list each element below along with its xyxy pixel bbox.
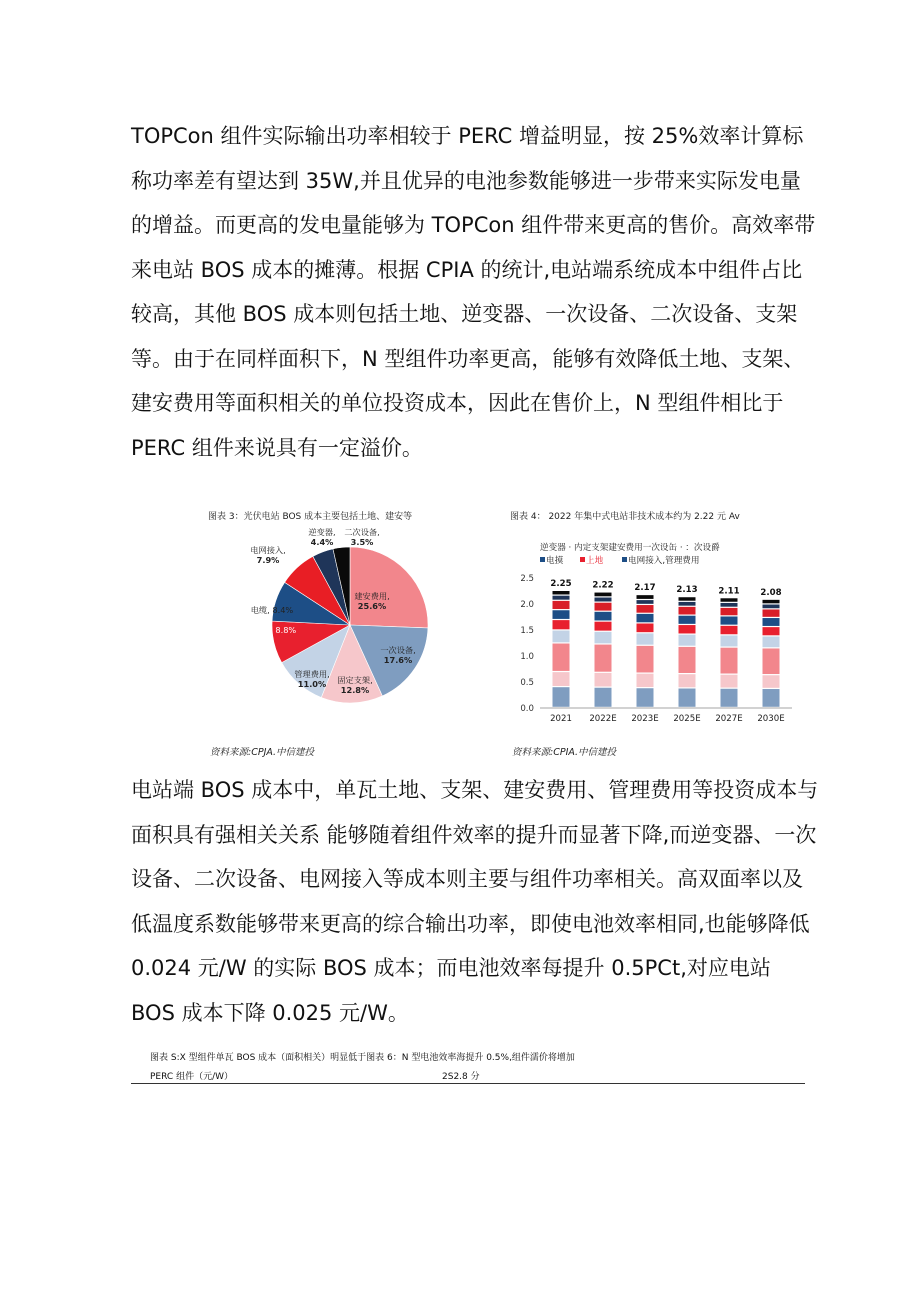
legend-label: 上地 — [586, 556, 604, 566]
bar-segment — [637, 595, 654, 599]
legend-line-1: 逆变器 · 内定支架建安费用一次设缶 · ：次设爵 — [540, 543, 720, 553]
pie-value-label: 25.6% — [357, 601, 387, 611]
bar-segment — [763, 605, 780, 609]
bar-segment — [679, 647, 696, 673]
pie-label: 一次设备, — [380, 645, 416, 655]
bar-segment — [679, 635, 696, 646]
bar-segment — [595, 598, 612, 602]
bar-segment — [637, 614, 654, 622]
figure-3-source: 资料来源:CPJA.中信建投 — [210, 747, 315, 758]
bar-total-label: 2.13 — [676, 585, 698, 596]
bar-segment — [721, 689, 738, 707]
pie-label: 二次设备, — [344, 527, 380, 537]
bar-segment — [595, 593, 612, 597]
bar-segment — [595, 603, 612, 611]
bar-segment — [553, 672, 570, 686]
bar-segment — [763, 600, 780, 603]
y-tick-label: 1.5 — [520, 626, 534, 636]
bar-segment — [763, 618, 780, 626]
bar-segment — [679, 602, 696, 606]
x-tick-label: 2021 — [550, 714, 572, 724]
bar-segment — [553, 620, 570, 629]
legend-label: 电摸 — [546, 556, 564, 566]
bar-segment — [763, 689, 780, 707]
bar-segment — [637, 646, 654, 673]
pie-value-label: 17.6% — [383, 655, 413, 665]
legend-label: 电网接入,管理费用 — [628, 556, 700, 566]
bar-total-label: 2.25 — [550, 579, 572, 589]
pie-slice — [350, 547, 428, 628]
bar-segment — [721, 603, 738, 607]
bar-total-label: 2.17 — [634, 583, 656, 594]
bar-segment — [679, 625, 696, 633]
y-tick-label: 0.5 — [520, 678, 534, 688]
bar-segment — [595, 612, 612, 621]
pie-value-label: 7.9% — [256, 555, 280, 565]
bar-segment — [721, 616, 738, 624]
bar-segment — [763, 627, 780, 635]
bar-segment — [553, 596, 570, 600]
x-tick-label: 2025E — [673, 714, 701, 724]
bar-segment — [679, 607, 696, 615]
bar-segment — [637, 633, 654, 644]
bar-segment — [721, 635, 738, 646]
bar-segment — [553, 591, 570, 594]
x-tick-label: 2030E — [757, 714, 785, 724]
pie-label: 电缆, 8.4% — [250, 605, 294, 615]
pie-label: 土地, 8.8% — [253, 625, 297, 635]
pie-value-label: 12.8% — [340, 685, 370, 695]
bar-segment — [637, 674, 654, 687]
pie-label: 管理费用, — [294, 669, 330, 679]
bar-segment — [595, 622, 612, 631]
bar-segment — [763, 675, 780, 688]
bar-segment — [721, 608, 738, 615]
bar-segment — [763, 648, 780, 674]
bar-segment — [679, 674, 696, 687]
y-tick-label: 1.0 — [520, 652, 534, 662]
bar-segment — [721, 598, 738, 601]
bar-segment — [553, 631, 570, 643]
figure-4-source: 资料来源:CPIA.中信建投 — [512, 747, 617, 758]
perc-value: 2S2.8 分 — [442, 1072, 480, 1082]
non-tech-cost-bar-chart — [500, 530, 800, 730]
bar-total-label: 2.11 — [718, 586, 740, 597]
x-tick-label: 2023E — [631, 714, 659, 724]
y-tick-label: 0.0 — [520, 704, 534, 714]
bar-segment — [679, 616, 696, 624]
y-tick-label: 2.0 — [520, 600, 534, 610]
bar-segment — [595, 688, 612, 707]
figure-5-6-caption: 图表 S:X 型组件单瓦 BOS 成本（面积相关）明显低于图表 6：N 型电池效率海提升 0.5%,组件濡价将增加 — [150, 1053, 575, 1063]
y-tick-label: 2.5 — [520, 574, 534, 584]
bar-segment — [553, 610, 570, 619]
bar-segment — [595, 673, 612, 687]
legend-swatch — [580, 557, 585, 562]
bar-segment — [721, 626, 738, 634]
legend-swatch — [540, 557, 545, 562]
figure-3-caption: 图表 3：光伏电站 BOS 成本主要包括土地、建安等 — [208, 512, 413, 522]
pie-label: 电网接入, — [250, 545, 286, 555]
bos-cost-pie-chart — [250, 525, 450, 715]
bar-total-label: 2.08 — [760, 587, 782, 598]
pie-value-label: 3.5% — [350, 537, 374, 547]
divider-line — [131, 1083, 805, 1084]
pie-label: 逆变器, — [308, 527, 336, 537]
pie-value-label: 4.4% — [310, 537, 334, 547]
pie-value-label: 11.0% — [297, 679, 327, 689]
bar-segment — [721, 675, 738, 688]
bar-segment — [637, 600, 654, 604]
x-tick-label: 2027E — [715, 714, 743, 724]
bar-segment — [763, 637, 780, 648]
x-tick-label: 2022E — [589, 714, 617, 724]
bar-segment — [553, 601, 570, 609]
bar-segment — [553, 687, 570, 707]
body-paragraph-1: TOPCon 组件实际输出功率相较于 PERC 增益明显，按 25%效率计算标称功率差有望达到 35W,并且优异的电池参数能够进一步带来实际发电量的增益。而更高的发电量能够为 TOPCon 组件带来更高的售价。高效率带来电站 BOS 成本的摊薄。根据 CPIA 的统计,电站端系统成本中组件占比较高，其他 BOS 成本则包括土地、逆变器、一次设备、二次设备、支架等。由于在同样面积下，N 型组件功率更高，能够有效降低土地、支架、建安费用等面积相关的单位投资成本，因此在售价上，N 型组件相比于 PERC 组件来说具有一定溢价。 — [131, 124, 816, 460]
bar-segment — [679, 597, 696, 600]
bar-segment — [679, 689, 696, 707]
bar-segment — [595, 645, 612, 672]
body-paragraph-2: 电站端 BOS 成本中，单瓦土地、支架、建安费用、管理费用等投资成本与面积具有强相关关系 能够随着组件效率的提升而显著下降,而逆变器、一次设备、二次设备、电网接入等成本则主要与组件功率相关。高双面率以及低温度系数能够带来更高的综合输出功率，即使电池效率相同,也能够降低 0.024 元/W 的实际 BOS 成本；而电池效率每提升 0.5PCt,对应电站 BOS 成本下降 0.025 元/W。 — [131, 778, 819, 1025]
pie-label: 固定支架, — [337, 675, 373, 685]
pie-label: 建安费用, — [354, 591, 390, 601]
bar-segment — [721, 648, 738, 674]
bar-segment — [553, 644, 570, 671]
bar-total-label: 2.22 — [592, 580, 614, 591]
bar-segment — [637, 605, 654, 613]
legend-swatch — [622, 557, 627, 562]
bar-segment — [763, 609, 780, 616]
perc-label: PERC 组件（元/W） — [150, 1072, 233, 1082]
bar-segment — [637, 624, 654, 633]
bar-segment — [595, 632, 612, 644]
figure-4-caption: 图表 4： 2022 年集中式电站非技术成本约为 2.22 元 Av — [510, 512, 740, 522]
bar-segment — [637, 688, 654, 707]
